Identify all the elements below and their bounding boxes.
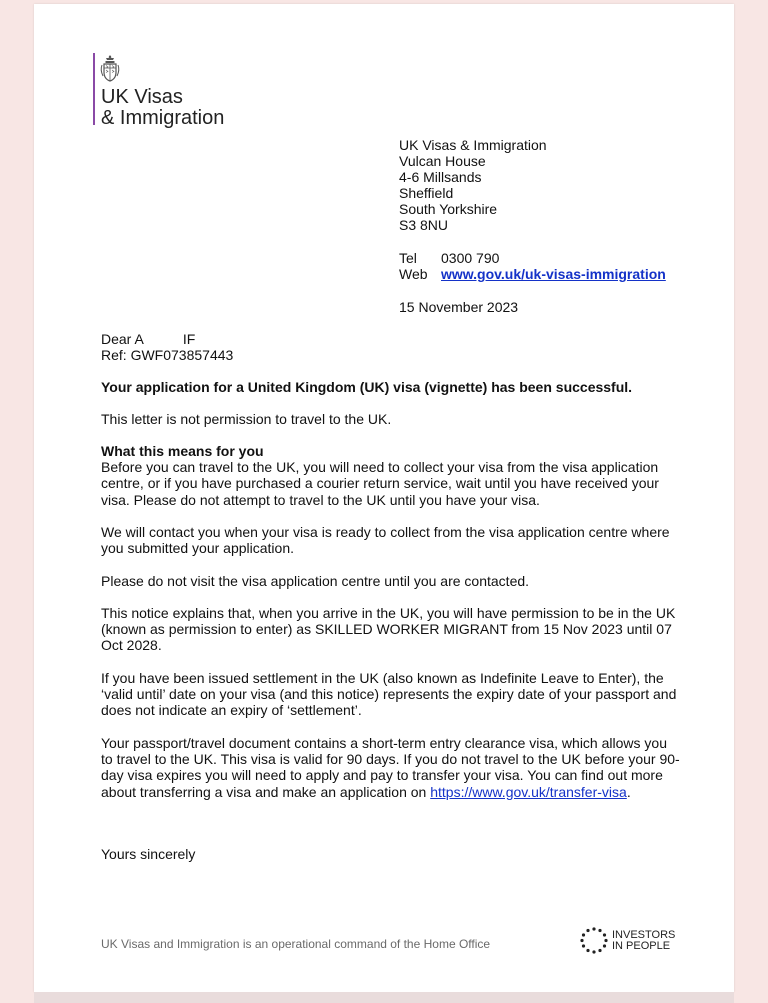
- paragraph-contact: We will contact you when your visa is ready to collect from the visa application centre where you submitted your application.: [101, 524, 670, 557]
- royal-crest-icon: [99, 54, 121, 84]
- address-line: South Yorkshire: [399, 201, 498, 217]
- signoff: Yours sincerely: [101, 846, 196, 862]
- salutation: [101, 331, 681, 363]
- section-heading: What this means for you: [101, 443, 264, 459]
- tel-value: 0300 790: [441, 250, 500, 266]
- web-label: Web: [399, 266, 428, 282]
- transfer-end: .: [626, 783, 631, 800]
- letter-date: 15 November 2023: [399, 299, 519, 315]
- headline: Your application for a United Kingdom (UK) visa (vignette) has been successful.: [101, 379, 633, 395]
- logo-text-line2: & Immigration: [101, 107, 225, 129]
- tel-label: Tel: [399, 250, 417, 266]
- address-line: 4-6 Millsands: [399, 169, 482, 185]
- page-shadow: [34, 992, 734, 1003]
- reference-number: Ref: GWF073857443: [101, 347, 234, 364]
- logo-accent-bar: [93, 53, 95, 125]
- transfer-visa-link[interactable]: https://www.gov.uk/transfer-visa: [430, 783, 627, 800]
- logo-text-line1: UK Visas: [101, 86, 183, 108]
- permission-note: This letter is not permission to travel to the UK.: [101, 411, 392, 427]
- investors-in-people-logo: [579, 926, 609, 954]
- contact-tel: [399, 250, 699, 266]
- sender-address: [399, 137, 699, 233]
- paragraph-do-not-visit: Please do not visit the visa application centre until you are contacted.: [101, 573, 530, 589]
- contact-web: [399, 266, 699, 282]
- iip-line2: IN PEOPLE: [612, 940, 671, 952]
- address-line: S3 8NU: [399, 217, 449, 233]
- paragraph-permission: This notice explains that, when you arrive in the UK, you will have permission to be in the UK (known as permission to enter) as SKILLED WORKER MIGRANT from 15 Nov 2023 until 07 Oct 2028.: [101, 605, 676, 654]
- dear-label: Dear A: [101, 331, 144, 347]
- section-collect: [101, 443, 681, 508]
- paragraph-settlement: If you have been issued settlement in the UK (also known as Indefinite Leave to Enter), the ‘valid until’ date on your visa (and this notice) represents the expiry date of your passport and does not indicate an expiry of ‘settlement’.: [101, 670, 677, 719]
- address-line: Vulcan House: [399, 153, 486, 169]
- web-link[interactable]: www.gov.uk/uk-visas-immigration: [441, 266, 666, 282]
- footer-note: UK Visas and Immigration is an operational command of the Home Office: [101, 937, 491, 951]
- address-line: UK Visas & Immigration: [399, 137, 547, 153]
- paragraph-transfer: [101, 735, 681, 800]
- iip-line1: INVESTORS: [612, 929, 676, 941]
- transfer-text: Your passport/travel document contains a short-term entry clearance visa, which allows you to travel to the UK. This visa is valid for 90 days. If you do not travel to the UK before your 90-day visa expires you will need to apply and pay to transfer your visa. You can find out more about transferring a visa and make an application on: [101, 735, 680, 800]
- address-line: Sheffield: [399, 185, 454, 201]
- paragraph-collect: Before you can travel to the UK, you will need to collect your visa from the visa application centre, or if you have purchased a courier return service, wait until you have received your visa. Please do not attempt to travel to the UK until you have your visa.: [101, 459, 659, 508]
- recipient-name: IF: [182, 331, 196, 347]
